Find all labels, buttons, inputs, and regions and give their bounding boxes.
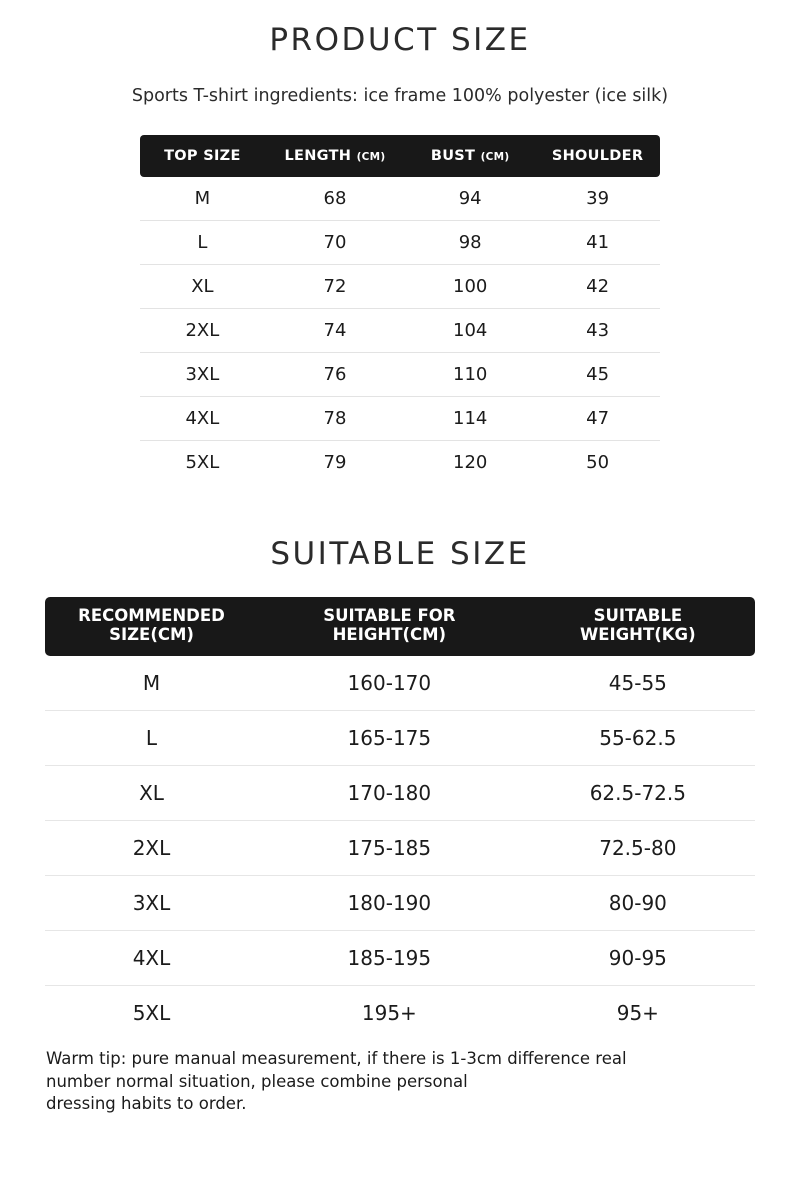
column-header-shoulder bbox=[535, 135, 660, 177]
table-header-row bbox=[140, 135, 660, 177]
cell-length: 76 bbox=[265, 353, 405, 397]
cell-size: 4XL bbox=[140, 397, 265, 441]
cell-weight: 72.5-80 bbox=[521, 820, 755, 875]
cell-size: 3XL bbox=[140, 353, 265, 397]
cell-bust: 98 bbox=[405, 221, 535, 265]
cell-length: 78 bbox=[265, 397, 405, 441]
cell-shoulder: 45 bbox=[535, 353, 660, 397]
table-row bbox=[45, 710, 755, 765]
warm-tip-note bbox=[40, 1048, 760, 1116]
note-line-3: dressing habits to order. bbox=[46, 1094, 247, 1114]
cell-shoulder: 42 bbox=[535, 265, 660, 309]
table-row bbox=[45, 765, 755, 820]
product-material-subtitle: Sports T-shirt ingredients: ice frame 100% polyester (ice silk) bbox=[131, 86, 669, 106]
cell-shoulder: 43 bbox=[535, 309, 660, 353]
table-row bbox=[45, 820, 755, 875]
cell-bust: 104 bbox=[405, 309, 535, 353]
cell-height: 165-175 bbox=[258, 710, 521, 765]
cell-size: 3XL bbox=[45, 875, 258, 930]
suitable-size-table-body bbox=[45, 656, 755, 1040]
cell-weight: 80-90 bbox=[521, 875, 755, 930]
cell-shoulder: 39 bbox=[535, 177, 660, 221]
cell-height: 175-185 bbox=[258, 820, 521, 875]
product-size-table-body bbox=[140, 177, 660, 484]
cell-weight: 55-62.5 bbox=[521, 710, 755, 765]
column-header-line1: RECOMMENDED bbox=[78, 606, 225, 625]
cell-height: 195+ bbox=[361, 1000, 417, 1025]
column-header-line2: WEIGHT(KG) bbox=[580, 624, 696, 644]
column-header-label: BUST bbox=[430, 148, 476, 164]
cell-weight: 95+ bbox=[616, 1000, 659, 1025]
cell-shoulder: 47 bbox=[535, 397, 660, 441]
cell-length: 72 bbox=[265, 265, 405, 309]
cell-size: 4XL bbox=[45, 930, 258, 985]
table-header-row bbox=[45, 597, 755, 656]
table-row bbox=[45, 875, 755, 930]
table-row bbox=[45, 656, 755, 711]
cell-size: L bbox=[45, 710, 258, 765]
suitable-size-table bbox=[45, 597, 755, 1040]
cell-height: 180-190 bbox=[258, 875, 521, 930]
column-header-suitable-height bbox=[258, 597, 521, 656]
table-row bbox=[45, 985, 755, 1040]
cell-bust: 120 bbox=[453, 452, 488, 473]
table-row bbox=[140, 177, 660, 221]
note-line-2: number normal situation, please combine personal bbox=[46, 1071, 468, 1091]
table-row bbox=[45, 930, 755, 985]
cell-length: 74 bbox=[265, 309, 405, 353]
column-header-unit: (CM) bbox=[480, 151, 510, 163]
suitable-size-table-container bbox=[45, 597, 755, 1040]
column-header-line1: SUITABLE FOR bbox=[323, 606, 456, 625]
table-row bbox=[140, 309, 660, 353]
column-header-recommended-size bbox=[45, 597, 258, 656]
cell-length: 70 bbox=[265, 221, 405, 265]
column-header-unit: (CM) bbox=[356, 151, 386, 163]
cell-bust: 114 bbox=[405, 397, 535, 441]
column-header-label: SHOULDER bbox=[551, 148, 644, 164]
cell-size: M bbox=[45, 656, 258, 711]
cell-bust: 110 bbox=[405, 353, 535, 397]
cell-size: XL bbox=[140, 265, 265, 309]
page-title-suitable-size: SUITABLE SIZE bbox=[270, 536, 530, 572]
cell-size: 2XL bbox=[45, 820, 258, 875]
column-header-line2: SIZE(CM) bbox=[109, 624, 194, 644]
cell-size: 5XL bbox=[185, 452, 220, 473]
cell-shoulder: 41 bbox=[535, 221, 660, 265]
cell-weight: 90-95 bbox=[521, 930, 755, 985]
note-line-1: Warm tip: pure manual measurement, if there is 1-3cm difference real bbox=[46, 1048, 627, 1068]
suitable-size-table-header bbox=[45, 597, 755, 656]
page-title-product-size: PRODUCT SIZE bbox=[269, 22, 531, 58]
cell-bust: 94 bbox=[405, 177, 535, 221]
column-header-top-size bbox=[140, 135, 265, 177]
cell-height: 185-195 bbox=[258, 930, 521, 985]
cell-size: 2XL bbox=[140, 309, 265, 353]
column-header-line1: SUITABLE bbox=[593, 606, 683, 625]
product-size-table bbox=[140, 135, 660, 484]
cell-height: 160-170 bbox=[258, 656, 521, 711]
cell-weight: 45-55 bbox=[521, 656, 755, 711]
product-size-table-header bbox=[140, 135, 660, 177]
column-header-bust bbox=[405, 135, 535, 177]
column-header-length bbox=[265, 135, 405, 177]
column-header-suitable-weight bbox=[521, 597, 755, 656]
table-row bbox=[140, 353, 660, 397]
cell-height: 170-180 bbox=[258, 765, 521, 820]
column-header-label: TOP SIZE bbox=[164, 148, 241, 164]
table-row bbox=[140, 221, 660, 265]
table-row bbox=[140, 441, 660, 485]
column-header-label: LENGTH bbox=[284, 148, 352, 164]
table-row bbox=[140, 397, 660, 441]
table-row bbox=[140, 265, 660, 309]
column-header-line2: HEIGHT(CM) bbox=[332, 624, 447, 644]
cell-size: M bbox=[140, 177, 265, 221]
cell-length: 68 bbox=[265, 177, 405, 221]
cell-length: 79 bbox=[323, 452, 347, 473]
cell-bust: 100 bbox=[405, 265, 535, 309]
cell-size: L bbox=[140, 221, 265, 265]
product-size-table-container bbox=[140, 135, 660, 484]
cell-shoulder: 50 bbox=[586, 452, 610, 473]
cell-weight: 62.5-72.5 bbox=[521, 765, 755, 820]
cell-size: XL bbox=[45, 765, 258, 820]
cell-size: 5XL bbox=[132, 1000, 171, 1025]
size-chart-page bbox=[0, 22, 800, 1178]
